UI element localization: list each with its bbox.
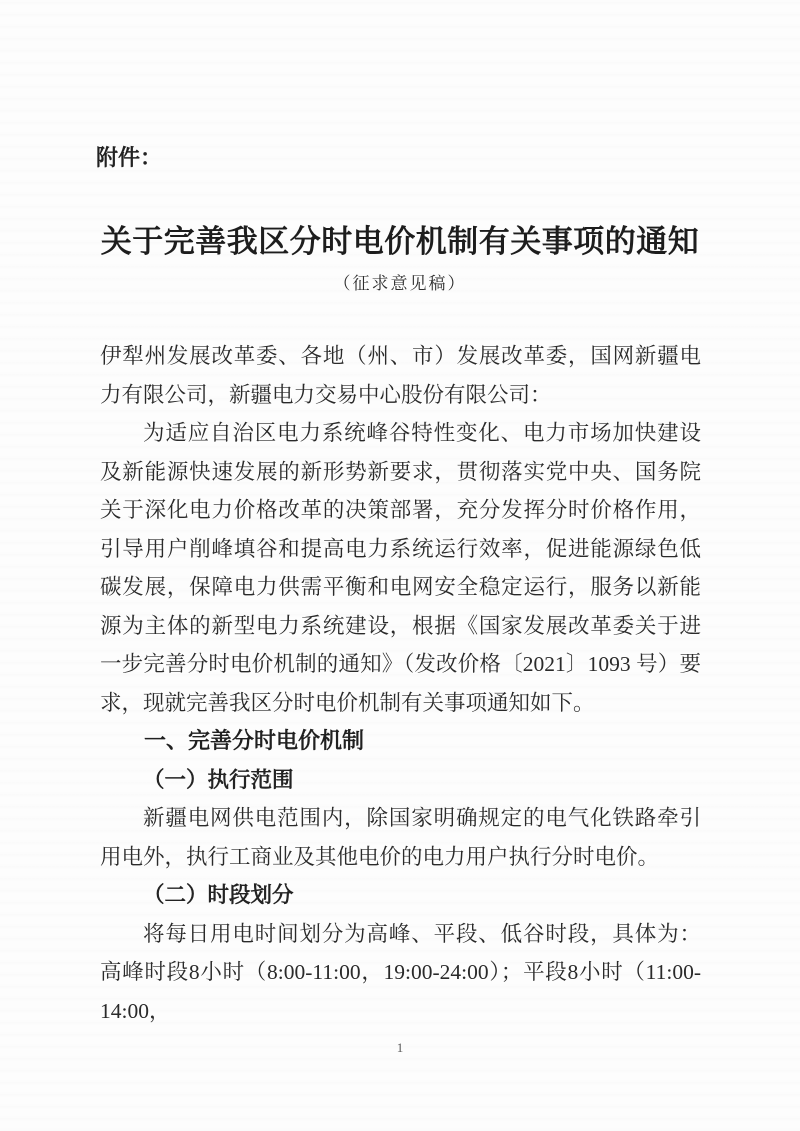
- section-1-heading: 一、完善分时电价机制: [144, 728, 365, 753]
- attachment-label: 附件：: [96, 145, 163, 170]
- subsection-2-paragraph: 将每日用电时间划分为高峰、平段、低谷时段，具体为：高峰时段8小时（8:00-11:00，19:00-24:00）；平段8小时（11:00-14:00，: [100, 921, 701, 1023]
- subsection-2-heading: （二）时段划分: [143, 883, 294, 907]
- document-body: [100, 337, 701, 1030]
- document-title: 关于完善我区分时电价机制有关事项的通知: [100, 224, 700, 259]
- intro-paragraph: 为适应自治区电力系统峰谷特性变化、电力市场加快建设及新能源快速发展的新形势新要求，贯彻落实党中央、国务院关于深化电力价格改革的决策部署，充分发挥分时价格作用，引导用户削峰填谷和提高电力系统运行效率，促进能源绿色低碳发展，保障电力供需平衡和电网安全稳定运行，服务以新能源为主体的新型电力系统建设，根据《国家发展改革委关于进一步完善分时电价机制的通知》（发改价格〔2021〕1093 号）要求，现就完善我区分时电价机制有关事项通知如下。: [100, 421, 701, 715]
- subsection-1-heading: （一）执行范围: [143, 767, 294, 792]
- document-subtitle-draft-note: （征求意见稿）: [333, 274, 467, 293]
- salutation-paragraph: 伊犁州发展改革委、各地（州、市）发展改革委，国网新疆电力有限公司，新疆电力交易中心股份有限公司：: [100, 344, 701, 407]
- subsection-1-paragraph: 新疆电网供电范围内，除国家明确规定的电气化铁路牵引用电外，执行工商业及其他电价的电力用户执行分时电价。: [100, 806, 701, 869]
- page-number: 1: [396, 1040, 404, 1055]
